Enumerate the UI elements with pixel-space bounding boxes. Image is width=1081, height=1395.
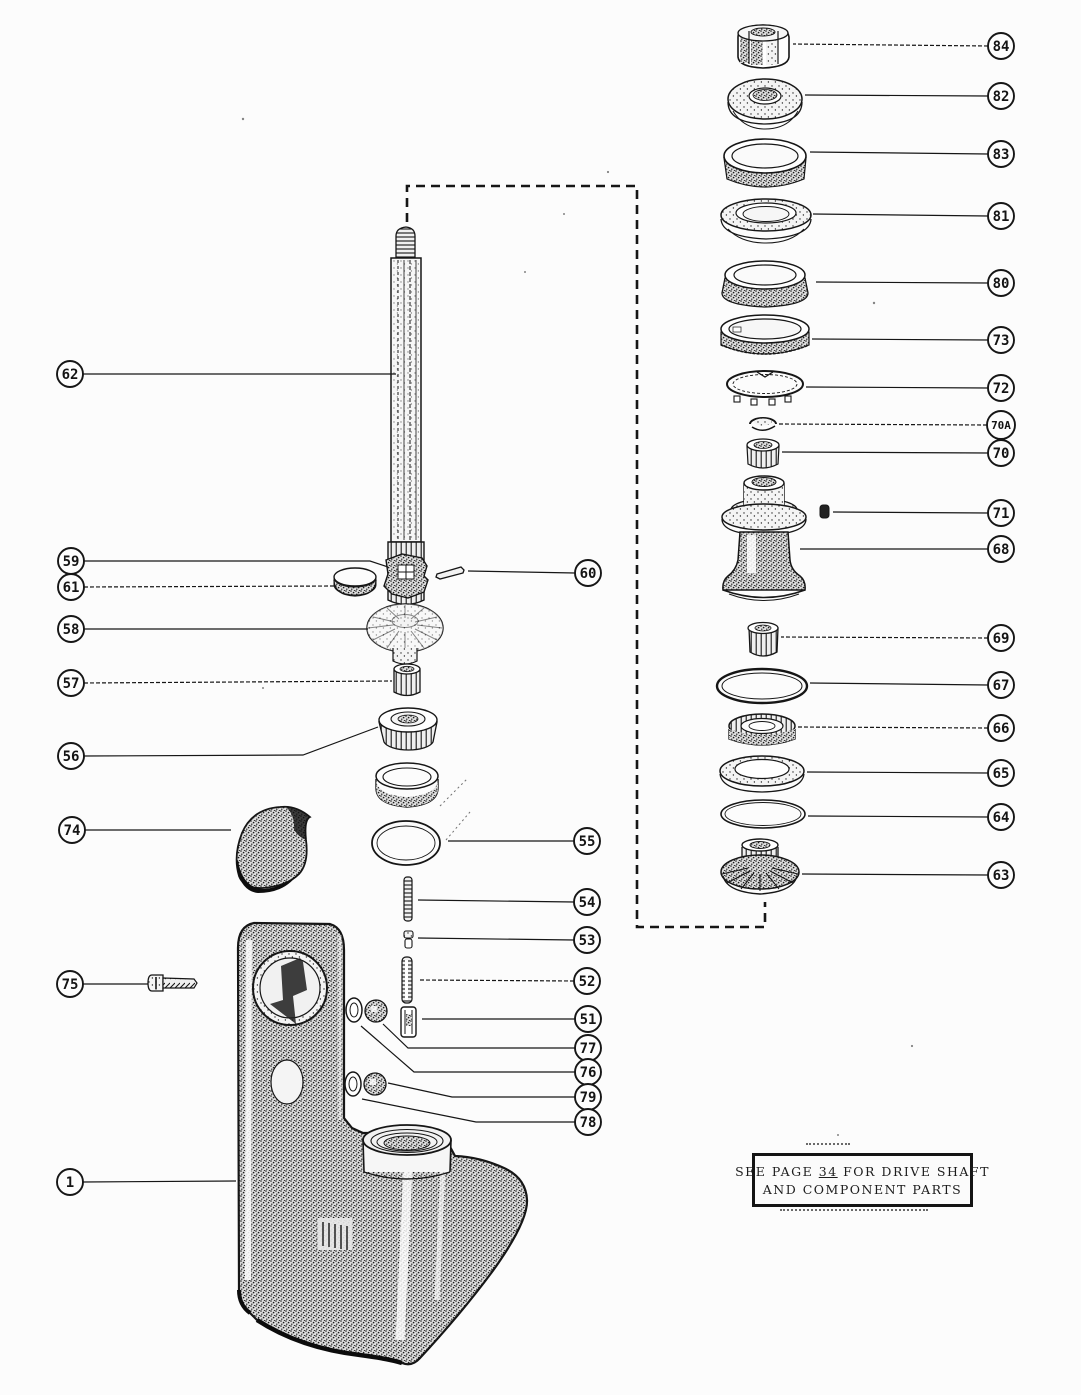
callout-66 (798, 715, 1014, 741)
callout-label-83: 83 (992, 147, 1010, 164)
part-70-bearing-illustration (747, 439, 779, 468)
callout-label-53: 53 (578, 933, 596, 950)
part-80-ring-illustration (722, 261, 808, 307)
callout-label-52: 52 (578, 974, 596, 991)
part-81-seal-illustration (721, 199, 811, 243)
callout-label-81: 81 (992, 209, 1010, 226)
part-73-race-illustration (721, 315, 809, 354)
callout-53 (418, 927, 600, 953)
leader-line-72 (806, 387, 988, 388)
callout-label-78: 78 (579, 1115, 597, 1132)
part-55-o-ring-illustration (372, 778, 470, 865)
callout-label-64: 64 (992, 810, 1010, 827)
callout-65 (807, 760, 1014, 786)
part-79-78-washer-nut-illustration (345, 1072, 386, 1096)
housing-bore (363, 1125, 451, 1179)
note-line-1: SEE PAGE 34 FOR DRIVE SHAFT (735, 1163, 990, 1179)
callout-68 (800, 536, 1014, 562)
callout-label-82: 82 (992, 89, 1010, 106)
callout-label-84: 84 (992, 39, 1010, 56)
callout-57 (58, 670, 392, 696)
part-66-bearing-illustration (729, 714, 795, 745)
leader-line-56 (84, 727, 378, 756)
callout-label-79: 79 (579, 1090, 597, 1107)
callout-79 (388, 1083, 601, 1110)
callout-76 (361, 1026, 601, 1085)
callout-label-68: 68 (992, 542, 1010, 559)
callout-72 (806, 375, 1014, 401)
part-59-clutch-illustration (384, 554, 428, 598)
part-75-screw-illustration (148, 975, 197, 991)
callout-73 (812, 327, 1014, 353)
callout-58 (58, 616, 368, 642)
callout-label-61: 61 (62, 580, 80, 597)
scan-artifact-line (806, 1143, 850, 1145)
callout-59 (58, 548, 388, 574)
callout-64 (808, 804, 1014, 830)
part-72-tab-washer-illustration (727, 371, 803, 405)
part-53-pin-illustration (404, 931, 413, 948)
leader-line-70 (782, 452, 988, 453)
part-54-rod-illustration (404, 877, 412, 921)
leader-line-82 (805, 95, 988, 96)
callout-51 (422, 1006, 601, 1032)
note-line-2: AND COMPONENT PARTS (762, 1181, 963, 1197)
callout-label-57: 57 (62, 676, 80, 693)
part-71-key-illustration (820, 505, 829, 518)
leader-line-65 (807, 772, 988, 773)
callout-label-54: 54 (578, 895, 596, 912)
leader-line-63 (802, 874, 988, 875)
part-63-gear-illustration (721, 839, 799, 894)
callout-label-77: 77 (579, 1041, 597, 1058)
leader-line-69 (781, 637, 988, 638)
part-69-needle-bearing-illustration (748, 623, 778, 657)
part-61-ring-illustration (334, 568, 376, 596)
callout-62 (57, 361, 396, 387)
callout-label-59: 59 (62, 554, 80, 571)
callout-label-66: 66 (992, 721, 1010, 738)
callout-label-56: 56 (62, 749, 80, 766)
part-1-gear-housing-illustration (238, 923, 527, 1364)
leader-line-71 (833, 512, 988, 513)
callout-label-75: 75 (61, 977, 79, 994)
callout-84 (793, 33, 1014, 59)
callout-label-80: 80 (992, 276, 1010, 293)
leader-line-81 (813, 214, 988, 216)
callout-83 (810, 141, 1014, 167)
callout-69 (781, 625, 1014, 651)
leader-line-53 (418, 938, 574, 940)
callout-label-1: 1 (65, 1175, 75, 1192)
leader-line-73 (812, 339, 988, 340)
callout-60 (468, 560, 601, 586)
part-52-rod-illustration (402, 957, 412, 1003)
leader-line-54 (418, 900, 574, 902)
callout-55 (448, 828, 600, 854)
callout-label-74: 74 (63, 823, 81, 840)
part-51-cam-illustration (401, 1007, 416, 1037)
callout-label-60: 60 (579, 566, 597, 583)
callout-54 (418, 889, 600, 915)
part-62-propeller-shaft-illustration (388, 227, 424, 605)
leader-line-78 (362, 1099, 575, 1122)
callout-81 (813, 203, 1014, 229)
leader-line-61 (84, 586, 334, 587)
callout-82 (805, 83, 1014, 109)
callout-70A (779, 411, 1015, 439)
callout-label-76: 76 (579, 1065, 597, 1082)
part-74-trim-fin-illustration (236, 807, 310, 893)
alignment-guides (407, 186, 765, 927)
callout-75 (57, 971, 148, 997)
callout-label-65: 65 (992, 766, 1010, 783)
callout-label-69: 69 (992, 631, 1010, 648)
part-65-washer-illustration (720, 756, 804, 792)
part-77-76-washer-nut-illustration (346, 998, 387, 1022)
leader-line-64 (808, 816, 988, 817)
part-57-bushing-illustration (394, 664, 420, 696)
leader-line-52 (419, 980, 574, 981)
leader-line-57 (84, 681, 392, 683)
callout-label-58: 58 (62, 622, 80, 639)
callout-label-71: 71 (992, 506, 1010, 523)
callout-label-73: 73 (992, 333, 1010, 350)
callout-80 (816, 270, 1014, 296)
part-67-o-ring-illustration (717, 669, 807, 703)
part-56-bearing-illustration (376, 708, 438, 807)
callout-label-67: 67 (992, 678, 1010, 695)
callout-label-55: 55 (578, 834, 596, 851)
callout-70 (782, 440, 1014, 466)
leader-line-67 (810, 683, 988, 685)
callout-61 (58, 574, 334, 600)
part-70A-clip-illustration (750, 418, 776, 430)
leader-line-1 (83, 1181, 236, 1182)
alignment-box (407, 186, 765, 927)
callout-label-70: 70 (992, 446, 1010, 463)
part-68-bearing-carrier-illustration (722, 476, 806, 601)
scan-artifact-line (780, 1209, 928, 1211)
part-58-gear-illustration (367, 604, 443, 664)
part-64-o-ring-illustration (721, 800, 805, 828)
leader-line-70A (779, 424, 987, 425)
callout-52 (419, 968, 600, 994)
leader-line-60 (468, 571, 575, 573)
callout-56 (58, 727, 378, 769)
leader-line-79 (388, 1083, 575, 1097)
callout-63 (802, 862, 1014, 888)
leader-line-84 (793, 44, 988, 46)
part-82-washer-illustration (728, 79, 802, 129)
leader-line-59 (84, 561, 388, 567)
callout-1 (57, 1169, 236, 1195)
callout-label-70A: 70A (991, 418, 1011, 432)
callout-74 (59, 817, 231, 843)
page-reference: 34 (818, 1163, 838, 1179)
callout-label-62: 62 (61, 367, 79, 384)
callout-label-72: 72 (992, 381, 1010, 398)
callout-label-51: 51 (579, 1012, 597, 1029)
callout-label-63: 63 (992, 868, 1010, 885)
part-60-pin-illustration (436, 567, 464, 579)
callout-67 (810, 672, 1014, 698)
leader-line-83 (810, 152, 988, 154)
leader-line-66 (798, 727, 988, 728)
note-box (735, 1153, 990, 1207)
part-83-cup-illustration (724, 139, 806, 187)
leader-line-80 (816, 282, 988, 283)
part-84-nut-illustration (738, 25, 789, 68)
callout-71 (833, 500, 1014, 526)
